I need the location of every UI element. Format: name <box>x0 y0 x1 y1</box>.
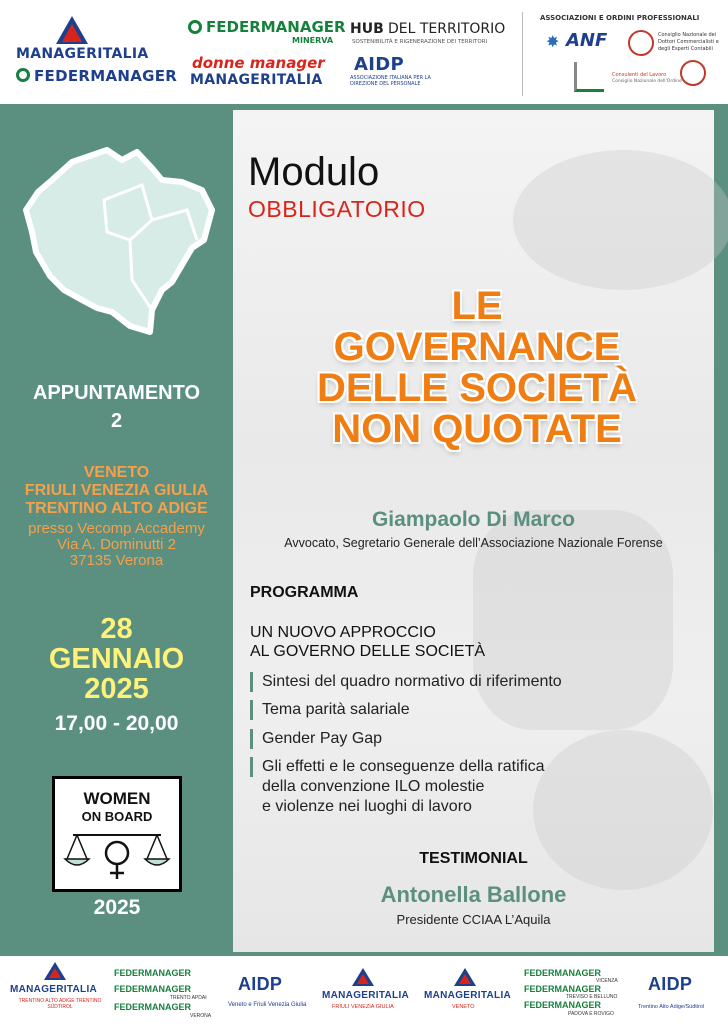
region-veneto: VENETO <box>83 464 150 481</box>
hub-logo: HUB <box>350 21 384 37</box>
wob-title: WOMEN <box>83 789 151 808</box>
consulenti-label: Consulenti del Lavoro <box>612 72 667 78</box>
obbligatorio-label: OBBLIGATORIO <box>248 196 426 222</box>
bullet-bar <box>250 757 253 777</box>
bottom-federmanager-2: FEDERMANAGER <box>114 984 192 994</box>
region-fvg: FRIULI VENEZIA GIULIA <box>24 482 209 499</box>
federmanager-icon <box>16 68 30 82</box>
cndcec-emblem-icon <box>628 30 654 56</box>
minerva-label: MINERVA <box>292 36 334 45</box>
manageritalia-logo: MANAGERITALIA <box>16 46 149 62</box>
women-on-board-badge <box>52 776 182 892</box>
bottom-federmanager-vicenza: FEDERMANAGER <box>524 968 602 978</box>
testimonial-label: TESTIMONIAL <box>419 850 528 867</box>
donne-manager-sub-logo: MANAGERITALIA <box>190 72 323 88</box>
title-line-3: DELLE SOCIETÀ <box>316 366 638 410</box>
bottom-federmanager-vicenza-sub: VICENZA <box>596 978 618 984</box>
title-line-4: NON QUOTATE <box>332 407 622 451</box>
bottom-manageritalia-fvg-sub: FRIULI VENEZIA GIULIA <box>332 1004 394 1010</box>
manageritalia-triangle-icon <box>56 16 88 44</box>
hub-logo-sub: DEL TERRITORIO <box>388 21 506 37</box>
consulenti-logo-icon <box>574 62 604 92</box>
bottom-aidp-veneto: AIDP <box>238 974 283 994</box>
programma-heading-2: AL GOVERNO DELLE SOCIETÀ <box>250 643 486 660</box>
testimonial-name: Antonella Ballone <box>380 882 567 907</box>
manageritalia-triangle-icon <box>352 968 374 986</box>
bullet-bar <box>250 729 253 749</box>
aidp-tagline: ASSOCIAZIONE ITALIANA PER LA DIREZIONE DEL PERSONALE <box>350 75 431 87</box>
date-day: 28 <box>100 613 133 645</box>
federmanager-minerva-icon <box>188 20 202 34</box>
modulo-heading: Modulo <box>248 150 380 194</box>
wob-year: 2025 <box>93 896 141 919</box>
logo-divider <box>522 12 523 96</box>
bottom-aidp-taa: AIDP <box>648 974 693 994</box>
speaker-role: Avvocato, Segretario Generale dell’Associazione Nazionale Forense <box>284 536 663 550</box>
bullet-bar <box>250 672 253 692</box>
associazioni-title: ASSOCIAZIONI E ORDINI PROFESSIONALI <box>540 14 700 22</box>
program-item-1: Sintesi del quadro normativo di riferimento <box>262 673 562 690</box>
bottom-aidp-veneto-sub: Veneto e Friuli Venezia Giulia <box>228 1002 307 1008</box>
manageritalia-triangle-icon <box>44 962 66 980</box>
venue-name: presso Vecomp Accademy <box>28 520 205 537</box>
bottom-logo-band <box>0 956 728 1030</box>
aidp-logo: AIDP <box>354 54 404 75</box>
anf-logo: ANF <box>566 30 608 51</box>
manageritalia-triangle-icon <box>454 968 476 986</box>
bottom-manageritalia-veneto: MANAGERITALIA <box>424 990 512 1001</box>
date-year: 2025 <box>84 673 149 705</box>
scales-of-justice-icon <box>63 829 171 885</box>
bottom-manageritalia-taa: MANAGERITALIA <box>10 984 98 995</box>
event-time: 17,00 - 20,00 <box>54 712 179 735</box>
appuntamento-number: 2 <box>110 410 123 432</box>
event-title <box>240 286 714 450</box>
bottom-federmanager-3: FEDERMANAGER <box>114 1002 192 1012</box>
speaker-name: Giampaolo Di Marco <box>371 508 576 531</box>
bottom-federmanager-treviso: FEDERMANAGER <box>524 984 602 994</box>
anf-star-icon: ✸ <box>546 32 560 51</box>
federmanager-logo: FEDERMANAGER <box>34 67 178 85</box>
appuntamento-label: APPUNTAMENTO <box>32 382 201 404</box>
top-logo-band <box>0 0 728 104</box>
bottom-federmanager-1: FEDERMANAGER <box>114 968 192 978</box>
triveneto-map-icon <box>12 140 222 340</box>
program-item-4-line-3: e violenze nei luoghi di lavoro <box>262 798 472 815</box>
bottom-manageritalia-taa-sub: TRENTINO ALTO ADIGE TRENTINO SÜDTIROL <box>18 998 102 1010</box>
bottom-federmanager-treviso-sub: TREVISO E BELLUNO <box>566 994 618 1000</box>
bullet-bar <box>250 700 253 720</box>
bottom-manageritalia-fvg: MANAGERITALIA <box>322 990 410 1001</box>
region-taa: TRENTINO ALTO ADIGE <box>25 500 208 517</box>
program-item-4-line-2: della convenzione ILO molestie <box>262 778 485 795</box>
bottom-federmanager-2-sub: TRENTO APDAI <box>170 995 207 1001</box>
program-item-3: Gender Pay Gap <box>262 730 383 747</box>
date-month: GENNAIO <box>48 643 185 675</box>
consulenti-sub: Consiglio Nazionale dell'Ordine <box>612 79 682 84</box>
order-seal-icon <box>680 60 706 86</box>
cndcec-label: Consiglio Nazionale dei Dottori Commercialisti e degli Esperti Contabili <box>658 32 719 52</box>
title-line-2: GOVERNANCE <box>333 325 621 369</box>
bottom-federmanager-padova: FEDERMANAGER <box>524 1000 602 1010</box>
bottom-federmanager-padova-sub: PADOVA E ROVIGO <box>568 1011 614 1017</box>
bottom-manageritalia-veneto-sub: VENETO <box>452 1004 475 1010</box>
programma-label: PROGRAMMA <box>250 584 359 601</box>
testimonial-role: Presidente CCIAA L’Aquila <box>396 912 551 927</box>
program-item-4: Gli effetti e le conseguenze della ratifica <box>262 758 545 775</box>
bottom-federmanager-3-sub: VERONA <box>190 1013 212 1019</box>
venue-address: Via A. Dominutti 2 <box>57 536 176 553</box>
bottom-aidp-taa-sub: Trentino Alto Adige/Südtirol <box>638 1004 705 1010</box>
wob-subtitle: ON BOARD <box>81 809 153 824</box>
federmanager-minerva-logo: FEDERMANAGER <box>206 18 346 36</box>
program-item-2: Tema parità salariale <box>262 701 410 718</box>
venue-city: 37135 Verona <box>69 552 164 569</box>
programma-heading-1: UN NUOVO APPROCCIO <box>250 624 436 641</box>
hub-tagline: SOSTENIBILITÀ E RIGENERAZIONE DEI TERRITORI <box>352 39 488 45</box>
title-line-1: LE <box>451 284 503 328</box>
donne-manager-logo: donne manager <box>192 54 325 72</box>
